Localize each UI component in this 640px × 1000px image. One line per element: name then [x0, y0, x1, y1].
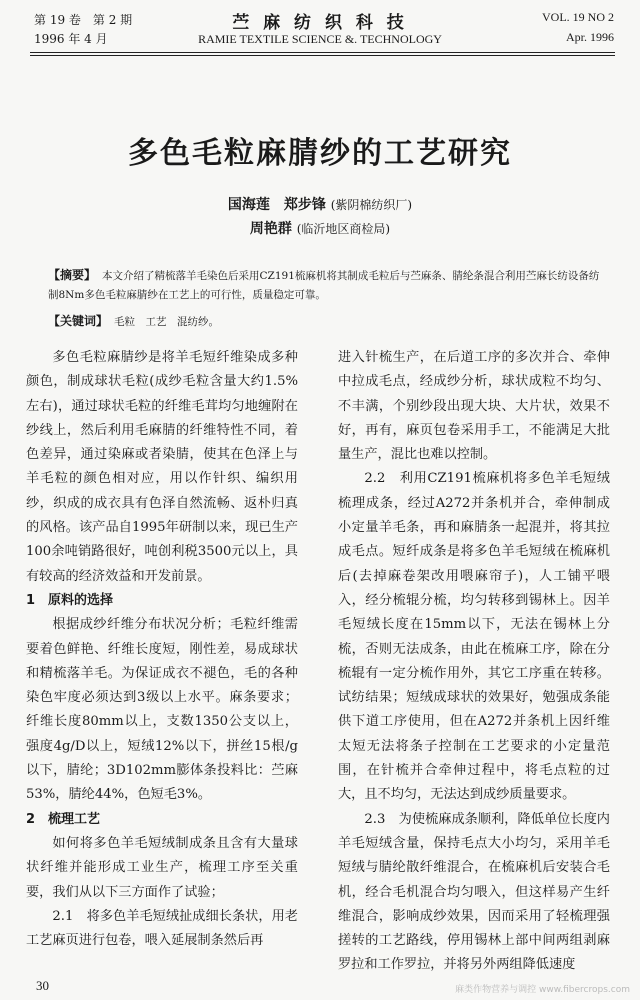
- header-rule-bottom: [30, 55, 615, 56]
- issue-date-en: Apr. 1996: [566, 30, 614, 44]
- paragraph: 根据成纱纤维分布状况分析；毛粒纤维需要着色鲜艳、纤维长度短，刚性差，易成球状和精梳落羊毛。为保证成衣不褪色，毛的各种染色牢度必须达到3级以上水平。麻条要求；纤维长度80mm以上，支数1350公支以上，强度4g/D以上，短绒12%以下，拼丝15根/g以下，腈纶；3D102mm膨体条投料比：苎麻53%，腈纶44%，色短毛3%。: [26, 617, 298, 803]
- paragraph: 2.1 将多色羊毛短绒扯成细长条状，用老工艺麻页进行包卷，喂入延展制条然后再: [26, 908, 298, 949]
- paragraph: 2.2 利用CZ191梳麻机将多色羊毛短绒梳理成条，经过A272并条机并合，牵伸制成小定量羊毛条，再和麻腈条一起混并，将其拉成毛点。短纤成条是将多色羊毛短绒在梳麻机后(去掉麻卷架改用喂麻帘子)，人工铺平喂入，经分梳辊分梳，均匀转移到锡林上。因羊毛短绒长度在15mm以下，无法在锡林上分梳，否则无法成条，由此在梳麻工序，除在分梳辊有一定分梳作用外，其它工序重在转移。试纺结果；短绒成球状的效果好，勉强成条能供下道工序使用，但在A272并条机上因纤维太短无法将条子控制在工艺要求的小定量范围，在针梳并合牵伸过程中，将毛点粒的过大，且不均匀，无法达到成纱质量要求。: [338, 471, 610, 803]
- journal-title-en: RAMIE TEXTILE SCIENCE &. TECHNOLOGY: [198, 32, 442, 46]
- keywords-text: 毛粒 工艺 混纺纱。: [114, 316, 220, 328]
- paragraph: 多色毛粒麻腈纱是将羊毛短纤维染成多种颜色，制成球状毛粒(成纱毛粒含量大约1.5%左右)，通过球状毛粒的纤维毛茸均匀地缠附在纱线上，然后利用毛麻腈的纤维特性不同，着色差异，通过染麻或者染腈，使其在色泽上与羊毛粒的颜色相对应，用以作针织、编织用纱，织成的成衣具有色泽自然流畅、返朴归真的风格。该产品自1995年研制以来，现已生产100余吨销路很好，吨创利税3500元以上，具有较高的经济效益和开发前景。: [26, 350, 298, 584]
- section-heading: 2 梳理工艺: [26, 811, 101, 827]
- keywords-label: 【关键词】: [48, 314, 109, 328]
- paragraph: 2.3 为使梳麻成条顺利，降低单位长度内羊毛短绒含量，保持毛点大小均匀，采用羊毛短绒与腈纶散纤维混合，在梳麻机后安装合毛机，经合毛机混合均匀喂入，但这样易产生纤维混合，影响成纱效果，因而采用了轻梳理强搓转的工艺路线，停用锡林上部中间两组剥麻罗拉和工作罗拉，并将另外两组降低速度: [338, 811, 610, 973]
- author-affiliation-1: (紫阴棉纺织厂): [330, 198, 413, 212]
- volume-issue-en: VOL. 19 NO 2: [542, 10, 614, 24]
- page-number: 30: [36, 978, 49, 993]
- running-header: [0, 0, 640, 60]
- paragraph: 如何将多色羊毛短绒制成条且含有大量球状纤维并能形成工业生产，梳理工序至关重要，我们从以下三方面作了试验；: [26, 835, 298, 900]
- abstract-label: 【摘要】: [48, 268, 97, 282]
- abstract-text: 本文介绍了精梳落羊毛染色后采用CZ191梳麻机将其制成毛粒后与苎麻条、腈纶条混合利用苎麻长纺设备纺制8Nm多色毛粒麻腈纱在工艺上的可行性，质量稳定可靠。: [48, 270, 600, 301]
- body-column-right: [338, 346, 610, 978]
- issue-date: 1996 年 4 月: [34, 32, 108, 46]
- author-names-2: 周艳群: [249, 221, 292, 237]
- author-line-1: [0, 194, 640, 214]
- watermark: 麻类作物营养与调控 www.fibercrops.com: [455, 985, 630, 995]
- body-column-left: [26, 346, 298, 953]
- paragraph-continued: 进入针梳生产，在后道工序的多次并合、牵伸中拉成毛点，经成纱分析，球状成粒不均匀、不丰满，个别纱段出现大块、大片状，效果不好，再有，麻页包卷采用手工，不能满足大批量生产，混比也难以控制。: [338, 350, 610, 463]
- abstract: [48, 266, 608, 305]
- keywords: [48, 312, 608, 332]
- author-line-2: [0, 218, 640, 238]
- section-heading: 1 原料的选择: [26, 592, 114, 608]
- volume-issue: 第 19 卷 第 2 期: [34, 13, 133, 27]
- header-rule-top: [30, 52, 615, 53]
- author-affiliation-2: (临沂地区商检局): [296, 222, 391, 236]
- article-title: 多色毛粒麻腈纱的工艺研究: [128, 136, 512, 171]
- author-names-1: 国海莲 郑步锋: [227, 197, 326, 213]
- journal-title-cn: 苎 麻 纺 织 科 技: [232, 13, 408, 33]
